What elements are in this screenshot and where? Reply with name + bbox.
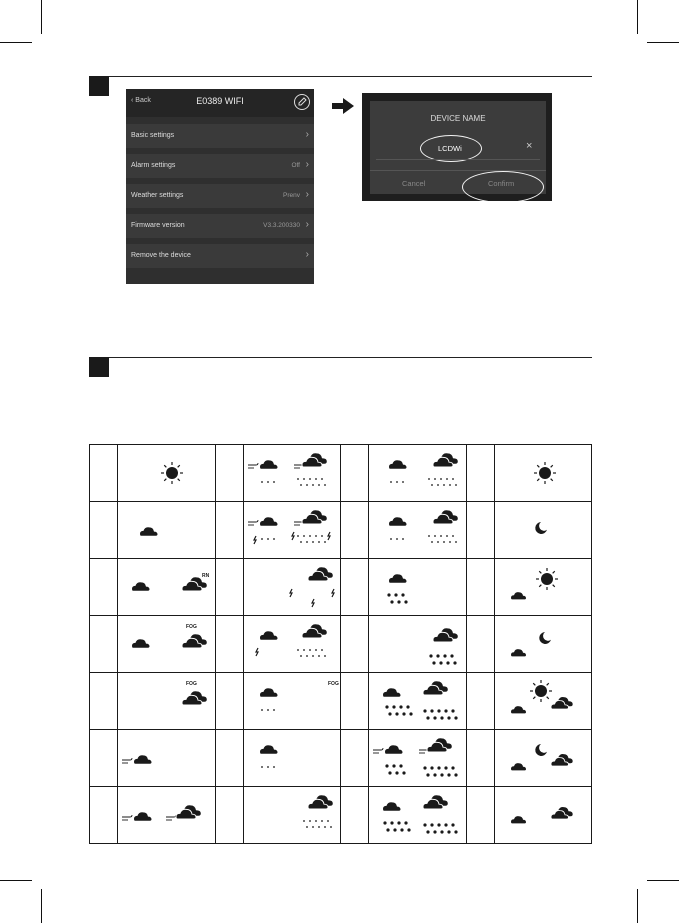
cloud-icon: [308, 567, 333, 581]
lightning-icon: [312, 599, 314, 607]
row-label: Alarm settings: [131, 162, 176, 169]
weather-icon: [244, 730, 342, 786]
weather-icon: [118, 730, 216, 786]
crop-mark: [637, 889, 638, 923]
cloud-icon: [134, 812, 152, 821]
weather-icon-cell: [243, 445, 341, 502]
weather-icon-cell: [243, 673, 341, 730]
settings-row-remove[interactable]: [126, 244, 314, 268]
number-cell: [90, 730, 118, 787]
weather-icon: [118, 673, 216, 729]
lightning-icon: [290, 589, 292, 597]
weather-icon-cell: [118, 502, 216, 559]
number-cell: [466, 787, 494, 844]
number-cell: [215, 673, 243, 730]
cloud-icon: [182, 577, 207, 591]
clear-icon[interactable]: ×: [526, 140, 533, 152]
weather-icon-cell: [118, 559, 216, 616]
settings-row-alarm[interactable]: [126, 154, 314, 178]
crop-mark: [637, 0, 638, 34]
cloud-icon: [511, 816, 526, 823]
section-rule-1: [109, 76, 592, 77]
settings-row-basic[interactable]: [126, 124, 314, 148]
weather-icon: [244, 616, 342, 672]
weather-icon-cell: [494, 730, 592, 787]
cloud-icon: [423, 681, 448, 695]
device-title: E0389 WIFI: [196, 96, 244, 106]
weather-icon-cell: [243, 787, 341, 844]
device-name-dialog-screenshot: [362, 93, 552, 201]
cloud-icon: [389, 517, 407, 526]
icon-label: FOG: [186, 624, 197, 630]
weather-icon-cell: [369, 559, 467, 616]
cloud-icon: [385, 745, 403, 754]
cloud-icon: [383, 688, 401, 697]
weather-icon-cell: [494, 616, 592, 673]
number-cell: [215, 787, 243, 844]
cloud-icon: [260, 460, 278, 469]
crop-mark: [0, 880, 32, 881]
cloud-icon: [551, 697, 573, 709]
device-name-input[interactable]: LCDWi: [438, 144, 462, 153]
rain-icon: [262, 538, 274, 540]
row-label: Remove the device: [131, 252, 191, 259]
number-cell: [90, 616, 118, 673]
weather-icon: [118, 787, 216, 843]
cloud-icon: [423, 795, 448, 809]
moon-icon: [535, 522, 547, 534]
weather-icon: [244, 559, 342, 615]
weather-icon-cell: [369, 787, 467, 844]
table-row: [90, 559, 592, 616]
table-row: [90, 502, 592, 559]
rain-icon: [298, 649, 325, 657]
weather-icon: [244, 502, 342, 558]
moon-icon: [539, 632, 551, 644]
weather-icon: [495, 616, 593, 672]
cloud-icon: [182, 634, 207, 648]
cloud-icon: [260, 688, 278, 697]
weather-icon-cell: [369, 502, 467, 559]
phone-settings-screenshot: [126, 89, 314, 284]
snow-icon: [383, 821, 410, 831]
lightning-icon: [292, 532, 294, 540]
cloud-icon: [511, 649, 526, 656]
lightning-icon: [254, 536, 256, 544]
weather-icon: [369, 616, 467, 672]
row-value: Off: [291, 162, 300, 169]
confirm-button[interactable]: Confirm: [488, 179, 515, 188]
rain-icon: [391, 538, 403, 540]
weather-icon-cell: [494, 559, 592, 616]
cloud-icon: [389, 460, 407, 469]
weather-icon: [495, 673, 593, 729]
wind-icon: [122, 758, 132, 763]
cloud-icon: [551, 807, 573, 819]
icon-label: FOG: [327, 681, 339, 687]
weather-icon-table: [89, 444, 592, 844]
number-cell: [90, 673, 118, 730]
table-row: [90, 616, 592, 673]
rain-icon: [298, 478, 325, 486]
weather-icon-cell: [118, 616, 216, 673]
back-label: Back: [135, 97, 151, 104]
moon-icon: [535, 744, 547, 756]
cloud-icon: [511, 592, 526, 599]
number-cell: [341, 730, 369, 787]
snow-icon: [387, 593, 407, 603]
snow-icon: [385, 764, 405, 774]
number-cell: [90, 502, 118, 559]
number-cell: [341, 559, 369, 616]
weather-icon: [244, 787, 342, 843]
dialog-panel: [370, 101, 546, 194]
crop-mark: [41, 889, 42, 923]
cloud-icon: [260, 631, 278, 640]
weather-icon: [495, 445, 593, 501]
sun-icon: [161, 462, 183, 484]
rain-icon: [262, 709, 274, 711]
weather-icon: [369, 445, 467, 501]
cloud-icon: [176, 805, 201, 819]
lightning-icon: [256, 648, 258, 656]
weather-icon-cell: [118, 445, 216, 502]
rain-icon: [429, 535, 456, 543]
settings-row-weather[interactable]: [126, 184, 314, 208]
icon-label: RN: [202, 573, 210, 579]
row-label: Basic settings: [131, 132, 175, 139]
crop-mark: [41, 0, 42, 34]
weather-icon-cell: [494, 673, 592, 730]
number-cell: [341, 673, 369, 730]
lightning-icon: [332, 589, 334, 597]
number-cell: [90, 787, 118, 844]
cloud-icon: [182, 691, 207, 705]
weather-icon: [369, 673, 467, 729]
snow-icon: [423, 766, 457, 776]
weather-icon-cell: [243, 616, 341, 673]
snow-icon: [423, 823, 457, 833]
weather-icon: [495, 502, 593, 558]
cloud-icon: [427, 738, 452, 752]
number-cell: [215, 730, 243, 787]
weather-icon: [118, 445, 216, 501]
crop-mark: [647, 880, 679, 881]
cloud-icon: [302, 453, 327, 467]
weather-icon-cell: [494, 445, 592, 502]
cloud-icon: [383, 802, 401, 811]
weather-icon-cell: [369, 673, 467, 730]
step-marker-2: [89, 357, 109, 377]
settings-row-firmware[interactable]: [126, 214, 314, 238]
phone-header: [126, 89, 314, 117]
icon-label: FOG: [186, 681, 197, 687]
rain-icon: [391, 481, 403, 483]
wind-icon: [122, 815, 132, 820]
chevron-right-icon: ›: [305, 129, 309, 140]
cancel-button[interactable]: Cancel: [402, 179, 426, 188]
weather-icon: [118, 559, 216, 615]
cloud-icon: [308, 795, 333, 809]
number-cell: [466, 502, 494, 559]
number-cell: [215, 502, 243, 559]
snow-icon: [423, 709, 457, 719]
highlight-oval: [462, 171, 544, 201]
weather-icon: [244, 673, 342, 729]
number-cell: [341, 445, 369, 502]
weather-icon: [369, 730, 467, 786]
number-cell: [215, 445, 243, 502]
number-cell: [90, 445, 118, 502]
cloud-icon: [302, 510, 327, 524]
row-label: Weather settings: [131, 192, 184, 199]
weather-icon: [495, 787, 593, 843]
weather-icon-cell: [494, 502, 592, 559]
table-row: [90, 445, 592, 502]
input-underline: [376, 159, 540, 160]
row-value: Prenv: [283, 192, 300, 199]
chevron-right-icon: ›: [305, 189, 309, 200]
weather-icon: [369, 502, 467, 558]
weather-icon-cell: [118, 787, 216, 844]
table-row: [90, 787, 592, 844]
weather-icon-cell: [243, 730, 341, 787]
sun-icon: [534, 462, 556, 484]
weather-icon-cell: [118, 673, 216, 730]
number-cell: [215, 616, 243, 673]
wind-icon: [248, 520, 258, 525]
cloud-icon: [433, 453, 458, 467]
weather-icon-cell: [243, 502, 341, 559]
row-label: Firmware version: [131, 222, 185, 229]
snow-icon: [385, 705, 412, 715]
cloud-icon: [511, 763, 526, 770]
number-cell: [215, 559, 243, 616]
crop-mark: [0, 42, 32, 43]
wind-icon: [373, 748, 383, 753]
rain-icon: [298, 535, 325, 543]
sun-icon: [536, 568, 558, 590]
step-marker-1: [89, 76, 109, 96]
cloud-icon: [389, 574, 407, 583]
crop-mark: [647, 42, 679, 43]
cloud-icon: [260, 745, 278, 754]
weather-icon: [495, 559, 593, 615]
weather-icon-cell: [494, 787, 592, 844]
number-cell: [466, 730, 494, 787]
sun-icon: [530, 680, 552, 702]
dialog-title: DEVICE NAME: [430, 114, 486, 123]
cloud-icon: [260, 517, 278, 526]
weather-icon-cell: [369, 616, 467, 673]
number-cell: [466, 559, 494, 616]
cloud-icon: [302, 624, 327, 638]
weather-icon: [118, 616, 216, 672]
rain-icon: [262, 481, 274, 483]
weather-icon: [369, 787, 467, 843]
table-row: [90, 673, 592, 730]
number-cell: [466, 445, 494, 502]
weather-icon: [369, 559, 467, 615]
cloud-icon: [511, 706, 526, 713]
back-button[interactable]: ‹ Back: [131, 97, 151, 104]
wind-icon: [248, 463, 258, 468]
number-cell: [90, 559, 118, 616]
cloud-icon: [433, 628, 458, 642]
row-value: V3.3.200330: [263, 222, 300, 229]
cloud-icon: [132, 582, 150, 591]
number-cell: [466, 673, 494, 730]
number-cell: [341, 787, 369, 844]
cloud-icon: [433, 510, 458, 524]
cloud-icon: [134, 755, 152, 764]
snow-icon: [429, 654, 456, 664]
rain-icon: [429, 478, 456, 486]
weather-icon: [495, 730, 593, 786]
number-cell: [466, 616, 494, 673]
divider: [370, 170, 546, 171]
weather-icon-cell: [369, 730, 467, 787]
table-row: [90, 730, 592, 787]
weather-icon: [118, 502, 216, 558]
rain-icon: [262, 766, 274, 768]
number-cell: [341, 502, 369, 559]
cloud-icon: [551, 754, 573, 766]
number-cell: [341, 616, 369, 673]
chevron-right-icon: ›: [305, 249, 309, 260]
section-rule-2: [109, 357, 592, 358]
cloud-icon: [132, 639, 150, 648]
lightning-icon: [328, 532, 330, 540]
chevron-right-icon: ›: [305, 159, 309, 170]
weather-icon-cell: [369, 445, 467, 502]
weather-icon: [244, 445, 342, 501]
wind-icon: [166, 815, 176, 820]
weather-icon-cell: [118, 730, 216, 787]
weather-icon-cell: [243, 559, 341, 616]
rain-icon: [304, 820, 331, 828]
cloud-icon: [140, 527, 158, 536]
chevron-right-icon: ›: [305, 219, 309, 230]
edit-icon[interactable]: [294, 94, 310, 110]
arrow-right-icon: [332, 98, 354, 114]
